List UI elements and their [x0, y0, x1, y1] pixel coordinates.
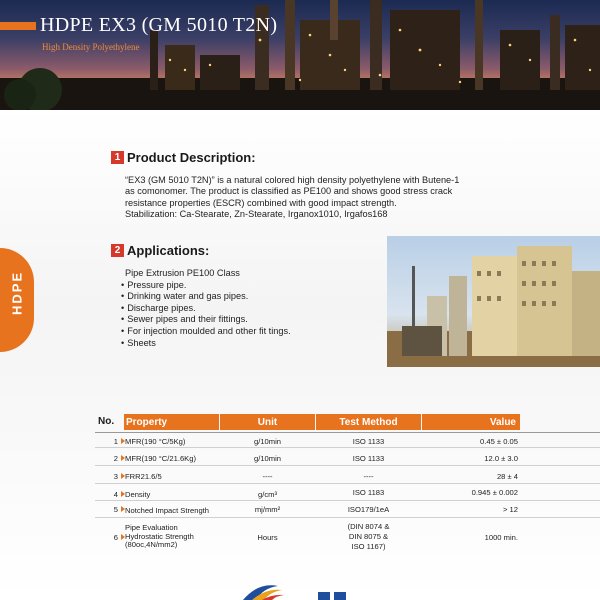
applications-intro: Pipe Extrusion PE100 Class: [125, 268, 240, 278]
list-item: • For injection moulded and other fit tings.: [121, 326, 291, 338]
row-number: 3: [113, 472, 118, 481]
row-test-method: ISO 1133: [352, 454, 385, 463]
section-title: Product Description:: [127, 150, 256, 165]
description-line: Stabilization: Ca-Stearate, Zn-Stearate, Irganox1010, Irgafos168: [125, 209, 388, 220]
row-number: 6: [113, 533, 118, 542]
row-unit: mj/mm²: [254, 505, 281, 514]
row-unit: g/cm³: [258, 490, 277, 499]
row-value: 12.0 ± 3.0: [484, 454, 518, 463]
table-header: [95, 414, 600, 431]
section-number: 1: [111, 151, 124, 164]
column-header-no: No.: [98, 416, 115, 427]
plant-photo: [387, 236, 600, 367]
list-item: • Sewer pipes and their fittings.: [121, 314, 291, 326]
page-subtitle: High Density Polyethylene: [42, 42, 140, 52]
list-item: • Sheets: [121, 338, 291, 350]
list-item: • Pressure pipe.: [121, 280, 291, 292]
row-property: Notched Impact Strength: [125, 506, 209, 515]
property-line: (80oc,4N/mm2): [125, 540, 178, 549]
product-description: [125, 175, 490, 221]
list-item: • Drinking water and gas pipes.: [121, 291, 291, 303]
table-row: [95, 434, 600, 448]
section-number: 2: [111, 244, 124, 257]
row-number: 4: [113, 490, 118, 499]
row-number: 1: [113, 437, 118, 446]
row-test-method: ISO179/1eA: [347, 505, 390, 514]
description-line: “EX3 (GM 5010 T2N)” is a natural colored high density polyethylene with Butene-1: [125, 175, 460, 185]
section-header-description: [111, 150, 256, 165]
row-value: > 12: [503, 505, 518, 514]
row-value: 0.945 ± 0.002: [471, 488, 518, 497]
test-line: ISO 1167): [351, 542, 386, 551]
section-header-applications: [111, 243, 209, 258]
row-number: 2: [113, 454, 118, 463]
property-line: Hydrostatic Strength: [125, 531, 194, 541]
row-property: MFR(190 °C/5Kg): [125, 437, 186, 446]
row-unit: g/10min: [253, 454, 282, 463]
row-property: [125, 524, 194, 550]
description-line: resistance properties (ESCR) combined with good impact strength.: [125, 197, 397, 208]
row-test-method: ----: [363, 472, 374, 481]
table-row: [95, 519, 600, 565]
table-row: [95, 502, 600, 518]
table-row: [95, 450, 600, 466]
row-unit: g/10min: [253, 437, 282, 446]
row-value: 0.45 ± 0.05: [480, 437, 518, 446]
row-test-method: ISO 1133: [352, 437, 385, 446]
column-header-unit: Unit: [220, 414, 315, 430]
header-banner: [0, 0, 600, 110]
applications-list: [125, 268, 291, 349]
side-tab-label: HDPE: [9, 270, 25, 315]
description-line: as comonomer. The product is classified as PE100 and shows good stress crack: [125, 186, 453, 197]
row-test-method: ISO 1183: [352, 488, 385, 497]
row-property: Density: [125, 490, 151, 499]
row-unit: ----: [262, 472, 273, 481]
property-line: Pipe Evaluation: [125, 523, 178, 532]
row-unit: Hours: [257, 533, 278, 542]
table-row: [95, 467, 600, 484]
column-header-value: Value: [422, 414, 520, 430]
row-number: 5: [113, 505, 118, 514]
row-property: FRR21.6/5: [125, 472, 162, 481]
list-item: • Discharge pipes.: [121, 303, 291, 315]
properties-table: [95, 414, 600, 551]
test-line: (DIN 8074 &: [347, 522, 390, 531]
row-value: 28 ± 4: [496, 472, 518, 481]
column-header-property: Property: [124, 414, 219, 430]
row-value: 1000 min.: [484, 533, 518, 542]
test-line: DIN 8075 &: [348, 532, 389, 541]
page-title: HDPE EX3 (GM 5010 T2N): [40, 14, 278, 36]
column-header-test-method: Test Method: [316, 414, 421, 430]
company-logo: [238, 580, 368, 600]
row-property: MFR(190 °C/21.6Kg): [125, 454, 196, 463]
table-divider: [95, 432, 600, 433]
table-row: [95, 485, 600, 501]
title-accent-bar: [0, 22, 36, 30]
row-test-method: [316, 522, 421, 552]
section-title: Applications:: [127, 243, 210, 258]
